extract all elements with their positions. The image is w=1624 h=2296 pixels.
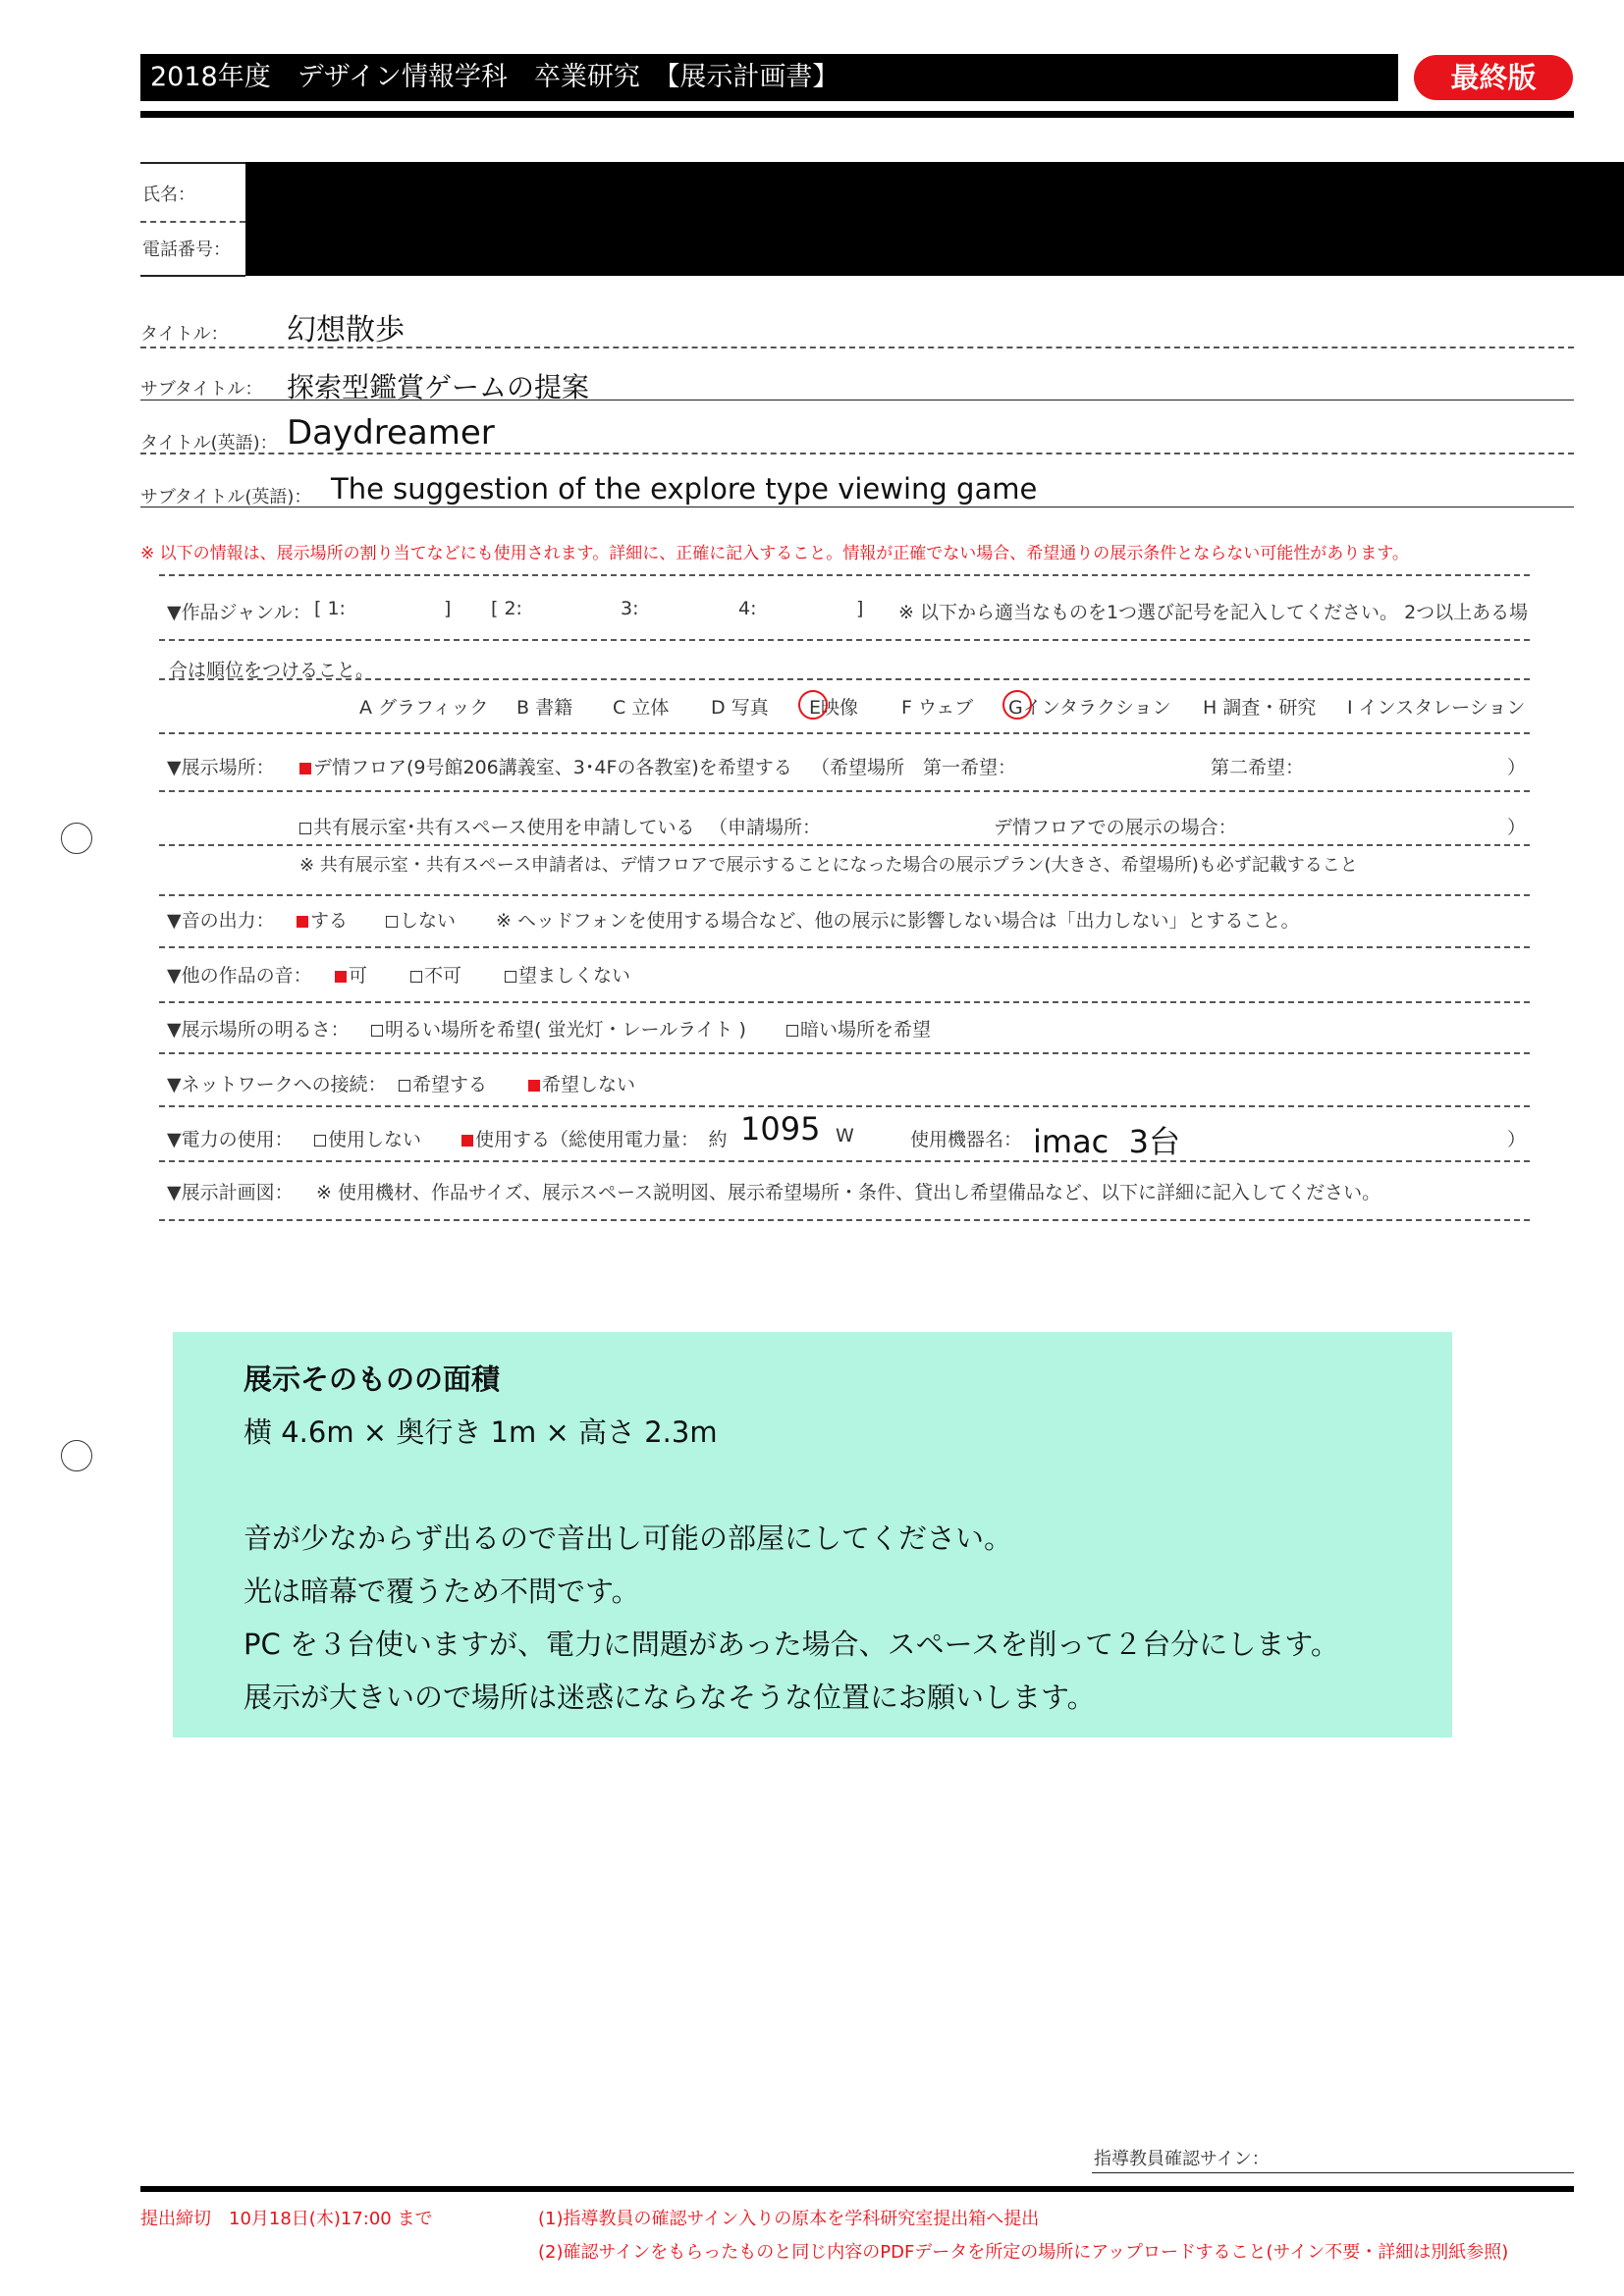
other-sound-ng[interactable]: 不可 xyxy=(410,961,461,988)
brightness-dark[interactable]: 暗い場所を希望 xyxy=(786,1015,931,1041)
paren-close: ） xyxy=(1507,1129,1527,1150)
other-sound-ok[interactable]: 可 xyxy=(335,961,367,988)
genre-bracket-close: ] xyxy=(856,598,864,619)
venue-preference-1[interactable]: （希望場所 第一希望： xyxy=(811,757,1017,778)
divider xyxy=(159,1052,1530,1054)
other-sound-undesired[interactable]: 望ましくない xyxy=(505,961,630,988)
genre-instruction-continued: 合は順位をつけること。 xyxy=(169,660,375,681)
subtitle-en-value[interactable]: The suggestion of the explore type viewing game xyxy=(331,472,1038,506)
binder-hole xyxy=(61,823,92,854)
header-rule xyxy=(140,111,1574,118)
device-value[interactable]: imac 3台 xyxy=(1033,1123,1180,1160)
genre-option-i[interactable]: I インスタレーション xyxy=(1347,697,1526,719)
selected-circle-mark xyxy=(1002,690,1032,720)
divider xyxy=(140,221,245,223)
checkbox-unchecked[interactable] xyxy=(399,1080,410,1092)
divider xyxy=(140,275,245,277)
genre-slot-2[interactable]: [ 2: xyxy=(491,598,522,619)
plan-line: PC を３台使いますが、電力に問題があった場合、スペースを削って２台分にします。 xyxy=(244,1628,1339,1661)
advisor-sign-label: 指導教員確認サイン： xyxy=(1094,2149,1270,2169)
other-sound-label: ▼他の作品の音： xyxy=(167,965,312,987)
network-label: ▼ネットワークへの接続： xyxy=(167,1074,387,1095)
checkbox-unchecked[interactable] xyxy=(505,971,516,983)
genre-option-a[interactable]: A グラフィック xyxy=(359,697,489,719)
network-no[interactable]: 希望しない xyxy=(528,1070,635,1096)
plan-heading: 展示そのものの面積 xyxy=(244,1362,501,1396)
checkbox-checked[interactable] xyxy=(528,1080,540,1092)
checkbox-unchecked[interactable] xyxy=(410,971,422,983)
venue-label: ▼展示場所： xyxy=(167,757,275,778)
divider xyxy=(159,1001,1530,1003)
divider xyxy=(159,639,1530,641)
accuracy-notice: ※ 以下の情報は、展示場所の割り当てなどにも使用されます。詳細に、正確に記入すること。情報が正確でない場合、希望通りの展示条件とならない可能性があります。 xyxy=(140,544,1409,563)
checkbox-checked[interactable] xyxy=(297,916,308,928)
sound-note: ※ ヘッドフォンを使用する場合など、他の展示に影響しない場合は「出力しない」とすること。 xyxy=(496,910,1300,932)
plan-line: 光は暗幕で覆うため不問です。 xyxy=(244,1575,640,1608)
venue-option-floor[interactable]: デ情フロア(9号館206講義室、3･4Fの各教室)を希望する xyxy=(299,753,792,779)
footer-rule xyxy=(140,2186,1574,2192)
genre-slot-3[interactable]: 3: xyxy=(621,598,639,619)
divider xyxy=(159,844,1530,846)
divider xyxy=(140,347,1574,348)
genre-option-d[interactable]: D 写真 xyxy=(711,697,769,719)
divider xyxy=(159,1160,1530,1162)
phone-label: 電話番号： xyxy=(142,240,231,260)
brightness-label: ▼展示場所の明るさ： xyxy=(167,1019,350,1041)
genre-option-e[interactable]: E映像 xyxy=(809,697,859,719)
title-en-label: タイトル(英語)： xyxy=(140,433,278,454)
submission-step-1: (1)指導教員の確認サイン入りの原本を学科研究室提出箱へ提出 xyxy=(538,2209,1040,2229)
genre-instruction: ※ 以下から適当なものを1つ選び記号を記入してください。 2つ以上ある場 xyxy=(898,602,1529,623)
selected-circle-mark xyxy=(798,690,828,720)
plan-line: 音が少なからず出るので音出し可能の部屋にしてください。 xyxy=(244,1522,1013,1555)
header-title-bar: 2018年度 デザイン情報学科 卒業研究 【展示計画書】 xyxy=(140,54,1398,101)
divider xyxy=(159,790,1530,792)
title-value[interactable]: 幻想散歩 xyxy=(287,313,405,347)
title-en-value[interactable]: Daydreamer xyxy=(287,413,495,453)
divider xyxy=(140,453,1574,454)
venue-option-shared[interactable]: 共有展示室･共有スペース使用を申請している xyxy=(299,813,695,839)
network-want[interactable]: 希望する xyxy=(399,1070,487,1096)
checkbox-unchecked[interactable] xyxy=(786,1025,798,1037)
power-no[interactable]: 使用しない xyxy=(314,1125,421,1151)
genre-option-b[interactable]: B 書籍 xyxy=(516,697,573,719)
paren-close: ） xyxy=(1507,817,1527,838)
subtitle-en-label: サブタイトル(英語)： xyxy=(140,487,312,507)
sound-label: ▼音の出力： xyxy=(167,910,275,932)
sound-option-no[interactable]: しない xyxy=(386,906,456,933)
genre-bracket-close: ] xyxy=(444,598,452,619)
checkbox-unchecked[interactable] xyxy=(386,916,398,928)
final-version-badge: 最終版 xyxy=(1414,55,1573,100)
checkbox-unchecked[interactable] xyxy=(299,823,311,834)
genre-slot-1[interactable]: [ 1: xyxy=(314,598,346,619)
name-label: 氏名： xyxy=(142,185,195,205)
subtitle-label: サブタイトル： xyxy=(140,379,263,400)
genre-option-h[interactable]: H 調査・研究 xyxy=(1203,697,1317,719)
paren-close: ） xyxy=(1507,757,1527,778)
genre-option-c[interactable]: C 立体 xyxy=(613,697,670,719)
divider xyxy=(159,574,1530,576)
exhibition-plan-box xyxy=(173,1332,1452,1737)
deadline: 提出締切 10月18日(木)17:00 まで xyxy=(140,2209,433,2229)
venue-apply-location[interactable]: （申請場所： xyxy=(709,817,822,838)
device-label: 使用機器名： xyxy=(910,1129,1023,1150)
checkbox-checked[interactable] xyxy=(299,763,311,774)
plan-label: ▼展示計画図： xyxy=(167,1182,294,1203)
divider xyxy=(159,1105,1530,1107)
checkbox-unchecked[interactable] xyxy=(371,1025,383,1037)
venue-preference-2[interactable]: 第二希望： xyxy=(1211,757,1305,778)
redacted-personal-info xyxy=(245,162,1624,276)
power-unit: W xyxy=(836,1125,854,1147)
title-label: タイトル： xyxy=(140,324,229,345)
checkbox-checked[interactable] xyxy=(335,971,347,983)
submission-step-2: (2)確認サインをもらったものと同じ内容のPDFデータを所定の場所にアップロードすること(サイン不要・詳細は別紙参照) xyxy=(538,2242,1509,2263)
brightness-bright[interactable]: 明るい場所を希望( 蛍光灯・レールライト ) xyxy=(371,1015,746,1041)
divider xyxy=(159,894,1530,896)
venue-floor-case[interactable]: デ情フロアでの展示の場合： xyxy=(994,817,1237,838)
genre-option-g[interactable]: Gインタラクション xyxy=(1008,697,1171,719)
genre-option-f[interactable]: F ウェブ xyxy=(901,697,974,719)
power-yes[interactable]: 使用する（総使用電力量： 約 xyxy=(461,1125,728,1151)
venue-note: ※ 共有展示室・共有スペース申請者は、デ情フロアで展示することになった場合の展示プラン(大きさ、希望場所)も必ず記載すること xyxy=(299,855,1358,876)
genre-slot-4[interactable]: 4: xyxy=(738,598,757,619)
divider xyxy=(159,732,1530,734)
sound-option-yes[interactable]: する xyxy=(297,906,348,933)
divider xyxy=(159,946,1530,948)
plan-note: ※ 使用機材、作品サイズ、展示スペース説明図、展示希望場所・条件、貸出し希望備品など、以下に詳細に記入してください。 xyxy=(316,1182,1381,1203)
checkbox-checked[interactable] xyxy=(461,1135,473,1147)
sign-line[interactable] xyxy=(1092,2172,1574,2173)
divider xyxy=(140,162,245,164)
plan-dimensions: 横 4.6m × 奥行き 1m × 高さ 2.3m xyxy=(244,1415,718,1449)
genre-label: ▼作品ジャンル： xyxy=(167,602,311,623)
power-label: ▼電力の使用： xyxy=(167,1129,294,1150)
divider xyxy=(159,678,1530,680)
binder-hole xyxy=(61,1440,92,1471)
checkbox-unchecked[interactable] xyxy=(314,1135,326,1147)
subtitle-value[interactable]: 探索型鑑賞ゲームの提案 xyxy=(287,371,590,403)
power-watts[interactable]: 1095 xyxy=(740,1110,821,1148)
plan-line: 展示が大きいので場所は迷惑にならなそうな位置にお願いします。 xyxy=(244,1681,1096,1714)
divider xyxy=(159,1219,1530,1221)
